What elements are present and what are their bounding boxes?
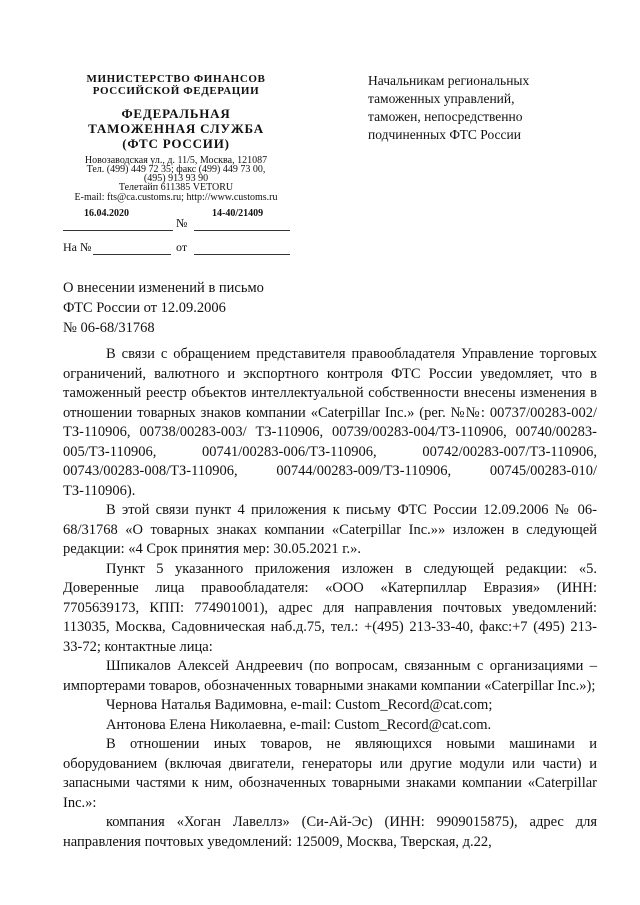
subject-line: ФТС России от 12.09.2006 bbox=[63, 300, 226, 316]
body-paragraph: Шпикалов Алексей Андреевич (по вопросам, связанным с организациями – импортерами товаров, обозначенных товарными знаками компании «Caterpillar Inc.»); bbox=[63, 658, 597, 694]
letterhead-phone: Тел. (499) 449 72 35; факс (499) 449 73 00, bbox=[86, 164, 266, 175]
subject-line: О внесении изменений в письмо bbox=[63, 280, 264, 296]
ministry-name: МИНИСТЕРСТВО ФИНАНСОВ bbox=[86, 73, 266, 85]
letterhead-email: E-mail: fts@ca.customs.ru; http://www.customs.ru bbox=[74, 192, 278, 203]
addressee-line: подчиненных ФТС России bbox=[368, 127, 521, 142]
federation-name: РОССИЙСКОЙ ФЕДЕРАЦИИ bbox=[92, 85, 260, 97]
body-paragraph: В этой связи пункт 4 приложения к письму ФТС России 12.09.2006 № 06-68/31768 «О товарных знаках компании «Caterpillar Inc.»» изложен в следующей редакции: «4 Срок принятия мер: 30.05.2021 г.». bbox=[63, 502, 597, 557]
reply-date-underline bbox=[194, 254, 290, 255]
addressee-line: Начальникам региональных bbox=[368, 73, 530, 88]
reply-prefix: На № bbox=[63, 240, 92, 254]
letterhead-phone2: (495) 913 93 90 bbox=[143, 173, 209, 184]
letter-body bbox=[63, 345, 597, 852]
service-name-line1: ФЕДЕРАЛЬНАЯ bbox=[121, 106, 231, 121]
body-paragraph: Пункт 5 указанного приложения изложен в следующей редакции: «5. Доверенные лица правообладателя: «ООО «Катерпиллар Евразия» (ИНН: 7705639173, КПП: 774901001), адрес для направления почтовых уведомлений: 113035, Москва, Садовническая наб.д.75, тел.: +(495) 213-33-40, факс:+7 (495) 213-33-72; контактные лица: bbox=[63, 560, 597, 655]
letterhead-address: Новозаводская ул., д. 11/5, Москва, 121087 bbox=[84, 155, 268, 166]
service-name-line2: ТАМОЖЕННАЯ СЛУЖБА bbox=[88, 121, 264, 136]
body-paragraph: компания «Хоган Лавеллз» (Си-Ай-Эс) (ИНН: 9909015875), адрес для направления почтовых уведомлений: 125009, Москва, Тверская, д.22, bbox=[63, 814, 597, 850]
letter-date: 16.04.2020 bbox=[84, 208, 129, 219]
addressee-line: таможенных управлений, bbox=[368, 91, 515, 106]
addressee-block bbox=[368, 72, 608, 144]
addressee-line: таможен, непосредственно bbox=[368, 109, 523, 124]
date-underline bbox=[63, 230, 173, 231]
body-paragraph: В отношении иных товаров, не являющихся новыми машинами и оборудованием (включая двигатели, генераторы или другие модули или части) и запасными частями к ним, обозначенных товарными знаками компании «Caterpillar Inc.»: bbox=[63, 736, 597, 811]
service-name-line3: (ФТС РОССИИ) bbox=[122, 136, 230, 151]
subject-block bbox=[63, 278, 363, 338]
reply-number-underline bbox=[93, 254, 171, 255]
letter-number: 14-40/21409 bbox=[212, 208, 264, 219]
body-paragraph: Чернова Наталья Вадимовна, e-mail: Custom_Record@cat.com; bbox=[106, 697, 493, 713]
body-paragraph: Антонова Елена Николаевна, e-mail: Custom_Record@cat.com. bbox=[106, 716, 492, 733]
number-sign: № bbox=[176, 216, 188, 230]
reply-from: от bbox=[176, 240, 188, 254]
subject-line: № 06-68/31768 bbox=[63, 320, 155, 336]
body-paragraph: В связи с обращением представителя правообладателя Управление торговых ограничений, валютного и экспортного контроля ФТС России уведомляет, что в таможенный реестр объектов интеллектуальной собственности внесены изменения в отношении товарных знаков компании «Caterpillar Inc.» (рег. №№: 00737/00283-002/ТЗ-110906, 00738/00283-003/ ТЗ-110906, 00739/00283-004/ТЗ-110906, 00740/00283-005/ТЗ-110906, 00741/00283-006/ТЗ-110906, 00742/00283-007/ТЗ-110906, 00743/00283-008/ТЗ-110906, 00744/00283-009/ТЗ-110906, 00745/00283-010/ТЗ-110906). bbox=[63, 346, 597, 499]
letterhead-teletype: Телетайп 611385 VETORU bbox=[118, 182, 234, 193]
number-underline bbox=[194, 230, 290, 231]
